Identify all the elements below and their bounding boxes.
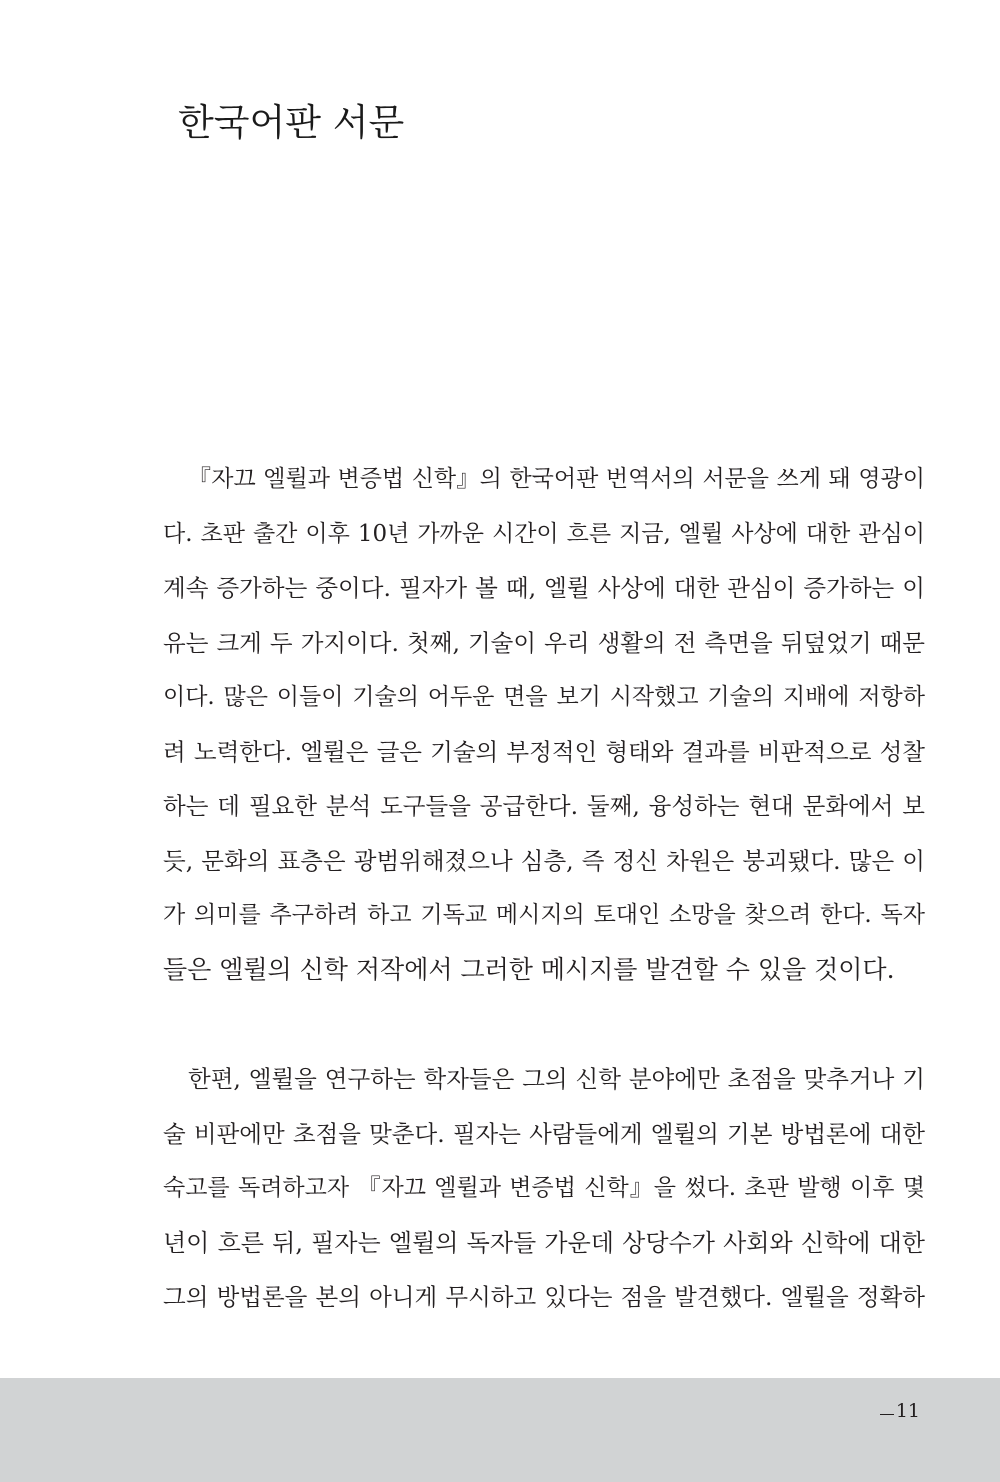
body-text [163, 452, 925, 1325]
text-line: 려 노력한다. 엘륄은 글은 기술의 부정적인 형태와 결과를 비판적으로 성찰 [163, 737, 925, 766]
text-line: 듯, 문화의 표층은 광범위해졌으나 심층, 즉 정신 차원은 붕괴됐다. 많은 이 [163, 846, 925, 875]
page-footer [0, 1378, 1000, 1482]
text-line: 년이 흐른 뒤, 필자는 엘륄의 독자들 가운데 상당수가 사회와 신학에 대한 [163, 1228, 925, 1257]
text-line: 하는 데 필요한 분석 도구들을 공급한다. 둘째, 융성하는 현대 문화에서 보 [163, 792, 925, 820]
chapter-title: 한국어판 서문 [178, 101, 405, 144]
page-number [880, 1400, 920, 1422]
text-line: 술 비판에만 초점을 맞춘다. 필자는 사람들에게 엘륄의 기본 방법론에 대한 [163, 1119, 925, 1148]
page-number-value: 11 [895, 1400, 920, 1422]
text-line: 들은 엘륄의 신학 저작에서 그러한 메시지를 발견할 수 있을 것이다. [163, 954, 895, 984]
text-line: 그의 방법론을 본의 아니게 무시하고 있다는 점을 발견했다. 엘륄을 정확하 [163, 1283, 925, 1311]
text-line: 숙고를 독려하고자 『자끄 엘륄과 변증법 신학』을 썼다. 초판 발행 이후 몇 [163, 1175, 925, 1201]
text-line: 이다. 많은 이들이 기술의 어두운 면을 보기 시작했고 기술의 지배에 저항하 [163, 684, 925, 710]
paragraph-2 [163, 1052, 925, 1325]
text-line: 『자끄 엘륄과 변증법 신학』의 한국어판 번역서의 서문을 쓰게 돼 영광이 [188, 466, 925, 492]
text-line: 유는 크게 두 가지이다. 첫째, 기술이 우리 생활의 전 측면을 뒤덮었기 때문 [163, 628, 925, 657]
page-number-dash [880, 1414, 894, 1415]
text-line: 한편, 엘륄을 연구하는 학자들은 그의 신학 분야에만 초점을 맞추거나 기 [188, 1065, 925, 1093]
text-line: 가 의미를 추구하려 하고 기독교 메시지의 토대인 소망을 찾으려 한다. 독자 [163, 902, 925, 928]
paragraph-1 [163, 452, 925, 997]
text-line: 계속 증가하는 중이다. 필자가 볼 때, 엘륄 사상에 대한 관심이 증가하는 이 [163, 574, 925, 602]
text-line: 다. 초판 출간 이후 10년 가까운 시간이 흐른 지금, 엘륄 사상에 대한 관심이 [163, 520, 925, 547]
